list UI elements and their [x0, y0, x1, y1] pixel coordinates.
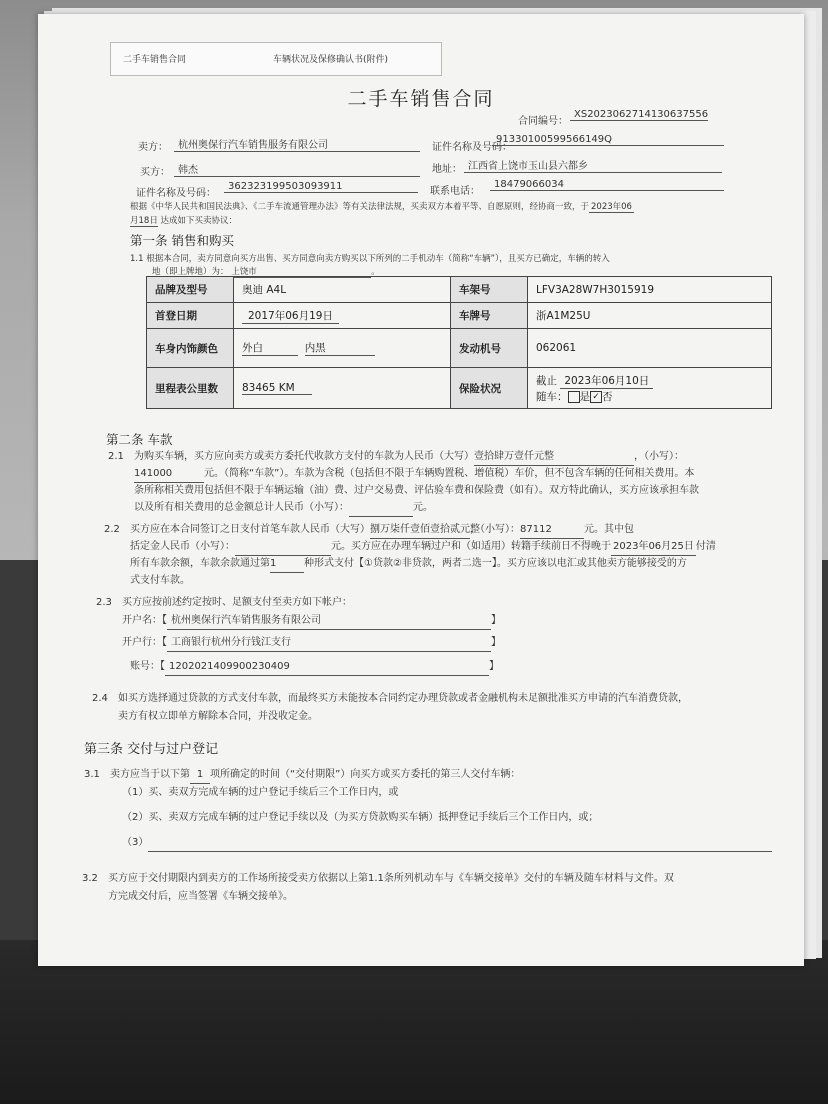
p31-line1 [110, 766, 520, 784]
seller-cert: 91330100599566149Q [492, 134, 724, 146]
article3-title: 第三条 交付与过户登记 [84, 742, 219, 757]
bank-name: 工商银行杭州分行钱江支行 [167, 634, 491, 652]
vehicle-info-table [146, 276, 772, 409]
p22-text-a: 买方应在本合同签订之日支付首笔车款人民币（大写） [130, 524, 370, 535]
p31-option3-row [122, 834, 772, 852]
tab-contract[interactable]: 二手车销售合同 [123, 55, 187, 65]
p22-text-c: 元。其中包 [584, 524, 634, 535]
buyer-name: 韩杰 [174, 161, 420, 177]
brand-value: 奥迪 A4L [234, 277, 451, 303]
insurance-follow-row [536, 389, 763, 404]
p31-text-b: 项所确定的时间（“交付期限”）向买方或买方委托的第三人交付车辆： [210, 769, 521, 780]
first-payment-cn: 捌万柒仟壹佰壹拾贰元整 [370, 521, 470, 539]
p31-option2: （2）买、卖双方完成车辆的过户登记手续以及（为买方贷款购买车辆）抵押登记手续后三个工作日内，或； [122, 812, 599, 823]
page-title: 二手车销售合同 [347, 88, 495, 110]
seller-label: 卖方： [138, 142, 168, 153]
account-name-row [122, 612, 501, 630]
reg-date-label: 首登日期 [147, 303, 234, 329]
engine-label: 发动机号 [451, 329, 528, 368]
no-label: 否 [602, 390, 613, 403]
registration-place: 上饶市 [231, 265, 371, 278]
total-price-cn: 壹拾肆万壹仟元整 [474, 448, 634, 466]
art1-1-text: 1.1 根据本合同，卖方同意向买方出售、买方同意向卖方购买以下所列的二手机动车（简称“车辆”），且买方已确定，车辆的转入 [130, 254, 610, 264]
p21-num: 2.1 [108, 451, 124, 462]
preamble-line2 [130, 214, 237, 227]
mileage-label: 里程表公里数 [147, 368, 234, 409]
mileage-value: 83465 KM [242, 382, 312, 395]
engine-value: 062061 [528, 329, 772, 368]
p24-num: 2.4 [92, 693, 108, 704]
exterior-color: 外白 [242, 340, 298, 356]
yes-label: 是 [579, 390, 590, 403]
preamble-text2: 达成如下买卖协议： [160, 216, 238, 226]
account-no-row [130, 658, 499, 676]
p31-option3: （3） [122, 837, 149, 848]
delivery-item: 1 [190, 766, 210, 784]
seller-cert-label: 证件名称及号码： [432, 142, 512, 153]
preamble-text: 根据《中华人民共和国民法典》、《二手车流通管理办法》等有关法律法规，买卖双方本着平等、自愿原则，经协商一致，于 [130, 202, 590, 212]
seller-name: 杭州奥保行汽车销售服务有限公司 [174, 136, 420, 152]
p31-text-a: 卖方应当于以下第 [110, 769, 190, 780]
payment-way: 1 [270, 555, 304, 573]
document-tabs [110, 42, 442, 76]
p22-text-h: 种形式支付【①贷款②非贷款，两者二选一】。买方应该以电汇或其他卖方能够接受的方 [304, 558, 687, 569]
vin-value: LFV3A28W7H3015919 [528, 277, 772, 303]
p21-line3: 条所称相关费用包括但不限于车辆运输（油）费、过户交易费、评估验车费和保险费（如有）。双方特此确认，买方应该承担车款 [134, 485, 699, 496]
insurance-follow-label: 随车： [536, 390, 568, 403]
p21-text-c: 元。（简称“车款”）。车款为含税（包括但不限于车辆购置税、增值税）车价，但不包含车辆的任何相关费用。本 [204, 468, 695, 479]
bank-label: 开户行：【 [122, 637, 167, 648]
p24-line1: 如买方选择通过贷款的方式支付车款，而最终买方未能按本合同约定办理贷款或者金融机构未足额批准买方申请的汽车消费贷款， [118, 693, 688, 704]
p21-text-f: 元。 [413, 502, 433, 513]
insurance-until-row [536, 373, 763, 389]
art1-1-text2: 地（即上牌地）为： [152, 267, 229, 277]
p22-line4: 式支付车款。 [130, 575, 190, 586]
mileage-cell [234, 368, 451, 409]
color-cell [234, 329, 451, 368]
bank-row [122, 634, 501, 652]
p21-line1 [134, 448, 684, 466]
interior-color: 内黑 [305, 340, 375, 356]
p22-line1 [130, 521, 634, 539]
p21-text-e: 以及所有相关费用的总金额总计人民币（小写）： [134, 502, 349, 513]
table-row [147, 277, 772, 303]
table-row [147, 303, 772, 329]
buyer-phone: 18479066034 [490, 179, 724, 191]
art1-1-line2: 地（即上牌地）为： 上饶市 。 [152, 267, 380, 277]
p32-line1: 买方应于交付期限内到卖方的工作场所接受卖方依据以上第1.1条所列机动车与《车辆交接单》交付的车辆及随车材料与文件。双 [108, 873, 674, 884]
article2-title: 第二条 车款 [106, 432, 173, 447]
p22-text-f: 付清 [695, 541, 716, 552]
bracket-close: 】 [491, 637, 501, 648]
total-price: 141000 [134, 465, 204, 483]
p22-num: 2.2 [104, 524, 120, 535]
tab-attachment[interactable]: 车辆状况及保修确认书(附件) [273, 55, 389, 65]
p24-line2: 卖方有权立即单方解除本合同，并没收定金。 [118, 711, 318, 722]
article1-title: 第一条 销售和购买 [130, 233, 234, 248]
p21-text-a: 为购买车辆，买方应向卖方或卖方委托代收款方支付的车款为人民币（大写） [134, 451, 474, 462]
account-name: 杭州奥保行汽车销售服务有限公司 [167, 612, 491, 630]
reg-date-cell [234, 303, 451, 329]
account-no: 1202021409900230409 [165, 658, 489, 676]
p32-line2: 方完成交付后，应当签署《车辆交接单》。 [108, 891, 293, 902]
insurance-until: 2023年06月10日 [560, 373, 653, 389]
account-name-label: 开户名：【 [122, 615, 167, 626]
p22-text-e: 元。买方应在办理车辆过户和（如适用）转籍手续前日不得晚于 [331, 541, 611, 552]
insurance-until-label: 截止 [536, 374, 557, 387]
brand-label: 品牌及型号 [147, 277, 234, 303]
p21-line4 [134, 499, 433, 517]
table-row [147, 329, 772, 368]
bracket-close: 】 [489, 661, 499, 672]
phone-label: 联系电话： [430, 186, 480, 197]
p22-line3 [130, 555, 687, 573]
balance-deadline: 2023年06月25日 [611, 538, 696, 556]
p22-text-b: ，（小写）： [470, 524, 520, 535]
reg-date-value: 2017年06月19日 [242, 308, 339, 324]
vin-label: 车架号 [451, 277, 528, 303]
table-row [147, 368, 772, 409]
contract-no-label: 合同编号： [518, 116, 568, 127]
p22-text-d: 括定金人民币（小写）： [130, 541, 235, 552]
p23-num: 2.3 [96, 597, 112, 608]
buyer-address: 江西省上饶市玉山县六都乡 [464, 157, 722, 173]
p31-option1: （1）买、卖双方完成车辆的过户登记手续后三个工作日内，或 [122, 787, 399, 798]
buyer-cert: 362323199503093911 [224, 181, 418, 193]
insurance-cell [528, 368, 772, 409]
preamble-date2: 月18日 [130, 216, 158, 226]
p32-num: 3.2 [82, 873, 98, 884]
bracket-close: 】 [491, 615, 501, 626]
p23-text: 买方应按前述约定按时、足额支付至卖方如下帐户： [122, 597, 352, 608]
checkbox-no-checked[interactable]: ✓ [590, 391, 602, 403]
checkbox-yes[interactable] [568, 391, 580, 403]
first-payment: 87112 [520, 521, 584, 539]
contract-page [38, 14, 804, 966]
p21-text-b: ，（小写）： [634, 451, 684, 462]
p22-text-g: 所有车款余额，车款余款通过第 [130, 558, 270, 569]
color-label: 车身内饰颜色 [147, 329, 234, 368]
insurance-label: 保险状况 [451, 368, 528, 409]
preamble-line1 [130, 200, 634, 213]
plate-label: 车牌号 [451, 303, 528, 329]
plate-value: 浙A1M25U [528, 303, 772, 329]
p22-line2 [130, 538, 716, 556]
preamble-date: 2023年06 [591, 202, 632, 212]
buyer-label: 买方： [140, 167, 170, 178]
address-label: 地址： [432, 164, 462, 175]
buyer-cert-label: 证件名称及号码： [136, 188, 216, 199]
p31-num: 3.1 [84, 769, 100, 780]
account-no-label: 账号：【 [130, 661, 165, 672]
p21-line2 [134, 465, 694, 483]
art1-1-line1 [130, 252, 610, 264]
contract-no: XS202306271413063755​6 [570, 109, 708, 121]
